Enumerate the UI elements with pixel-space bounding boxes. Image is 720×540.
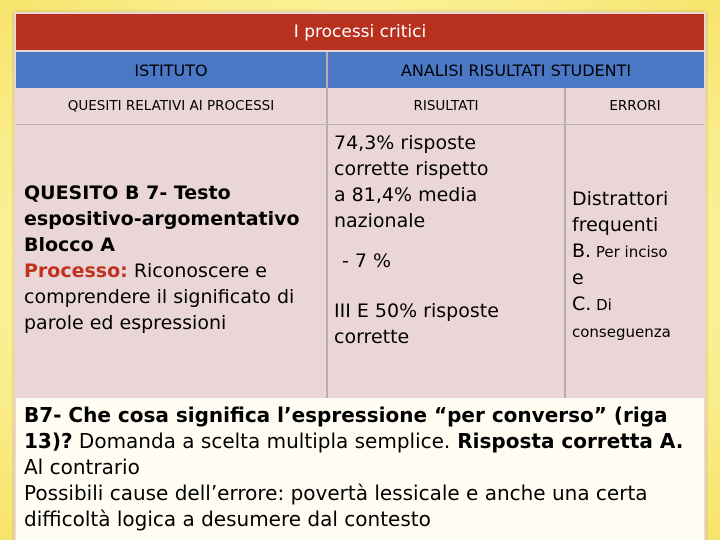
errori-title: Distrattori frequenti xyxy=(572,188,669,236)
processo-label: Processo: xyxy=(24,260,128,282)
errori-b-text: Per inciso xyxy=(591,243,668,261)
subheader-risultati-label: RISULTATI xyxy=(413,98,479,114)
quesito-line1: QUESITO B 7- Testo xyxy=(24,182,231,204)
explanation-text xyxy=(24,402,700,532)
errori-b-label: B. xyxy=(572,240,592,262)
risultati-class: III E 50% risposte corrette xyxy=(334,300,499,348)
cause-text: Possibili cause dell’errore: povertà lessicale e anche una certa difficoltà logica a desumere dal contesto xyxy=(24,481,648,531)
quesito-line2: espositivo-argomentativo xyxy=(24,208,300,230)
header-istituto-label: ISTITUTO xyxy=(134,60,208,80)
processo-text: Riconoscere e comprendere il significato di parole ed espressioni xyxy=(24,260,295,334)
quesito-cell xyxy=(24,180,324,336)
subheader-errori xyxy=(566,88,704,124)
slide-title-text: I processi critici xyxy=(293,22,427,42)
header-istituto xyxy=(16,52,326,88)
risposta-rest: Al contrario xyxy=(24,455,140,479)
risultati-diff: - 7 % xyxy=(342,250,392,272)
column-divider xyxy=(564,88,566,398)
slide-title xyxy=(16,14,704,50)
errori-e: e xyxy=(572,267,584,289)
question-rest: Domanda a scelta multipla semplice. xyxy=(72,429,451,453)
risultati-cell xyxy=(334,130,559,350)
errori-c-label: C. xyxy=(572,293,592,315)
subheader-risultati xyxy=(328,88,564,124)
risultati-percent: 74,3% risposte corrette rispetto a 81,4% media nazionale xyxy=(334,132,489,232)
risposta-bold: Risposta corretta A. xyxy=(450,429,684,453)
subheader-quesiti xyxy=(16,88,326,124)
spacer xyxy=(334,234,559,248)
subheader-errori-label: ERRORI xyxy=(609,98,661,114)
quesito-line3: Blocco A xyxy=(24,234,115,256)
header-analisi xyxy=(328,52,704,88)
header-analisi-label: ANALISI RISULTATI STUDENTI xyxy=(400,60,632,80)
column-divider xyxy=(326,52,328,398)
errori-cell xyxy=(572,186,700,345)
spacer xyxy=(334,274,559,298)
subheader-quesiti-label: QUESITI RELATIVI AI PROCESSI xyxy=(67,98,275,114)
question-bold: B7- Che cosa significa l’espressione “per converso” (riga 13)? xyxy=(24,403,668,453)
explanation-box xyxy=(16,398,704,540)
errori-c-text: Di conseguenza xyxy=(572,296,671,341)
row-divider xyxy=(16,124,704,125)
